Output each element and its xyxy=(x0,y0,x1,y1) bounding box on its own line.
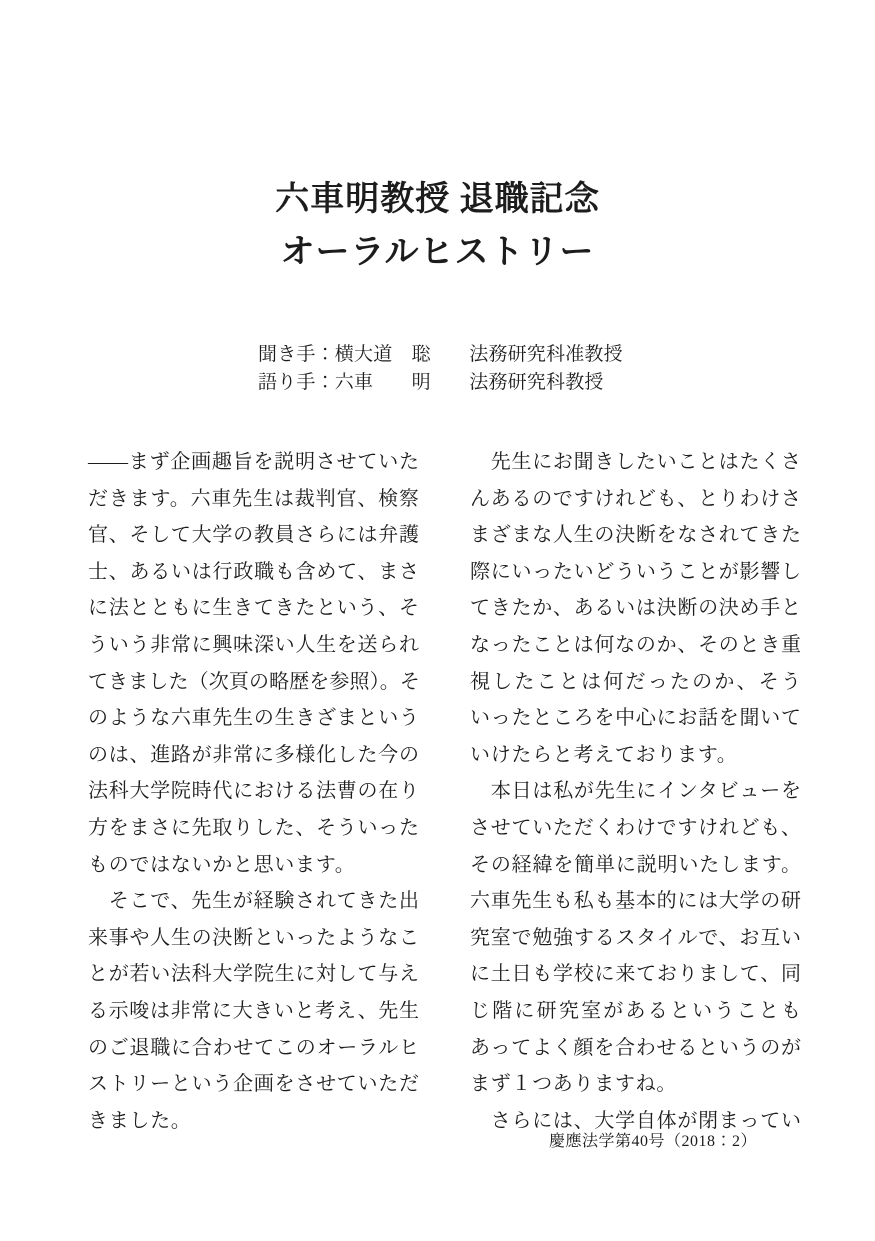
text-line: 視したことは何だったのか、そう xyxy=(470,670,801,693)
text-line: いったところを中心にお話を聞いて xyxy=(470,707,801,730)
text-line: てきたか、あるいは決断の決め手と xyxy=(470,597,801,620)
text-line: ――まず企画趣旨を説明させていた xyxy=(88,451,419,473)
speaker-line: 語り手：六車 明 法務研究科教授 xyxy=(258,372,604,393)
text-line: まざまな人生の決断をなされてきた xyxy=(470,524,801,547)
body-column-left xyxy=(88,444,419,1139)
text-line: に土日も学校に来ておりまして、同 xyxy=(470,963,801,986)
text-line: 六車先生も私も基本的には大学の研 xyxy=(470,890,801,913)
text-line: なったことは何なのか、そのとき重 xyxy=(470,633,801,656)
text-line: のご退職に合わせてこのオーラルヒ xyxy=(88,1036,419,1059)
text-line: さらには、大学自体が閉まってい xyxy=(470,1109,801,1132)
text-line: 官、そして大学の教員さらには弁護 xyxy=(88,524,419,547)
text-line: 士、あるいは行政職も含めて、まさ xyxy=(88,560,419,583)
text-line: に法とともに生きてきたという、そ xyxy=(88,597,419,620)
text-line: のような六車先生の生きざまという xyxy=(88,707,419,730)
document-title xyxy=(0,173,875,279)
text-line: きました。 xyxy=(88,1109,192,1132)
text-line: んあるのですけれども、とりわけさ xyxy=(470,487,801,510)
text-line: のは、進路が非常に多様化した今の xyxy=(88,743,419,766)
text-line: だきます。六車先生は裁判官、検察 xyxy=(88,487,419,510)
text-line: 法科大学院時代における法曹の在り xyxy=(88,780,419,803)
text-line: ストリーという企画をさせていただ xyxy=(88,1073,419,1096)
body-column-right xyxy=(470,444,801,1139)
text-line: 本日は私が先生にインタビューを xyxy=(470,780,801,803)
text-line: ものではないかと思います。 xyxy=(88,853,356,876)
text-line: いけたらと考えております。 xyxy=(470,743,738,766)
text-line: 方をまさに先取りした、そういった xyxy=(88,816,419,839)
text-line: てきました（次頁の略歴を参照）。そ xyxy=(88,670,419,693)
text-line: 来事や人生の決断といったようなこ xyxy=(88,926,419,949)
interviewer-line: 聞き手：横大道 聡 法務研究科准教授 xyxy=(258,344,623,365)
text-line: とが若い法科大学院生に対して与え xyxy=(88,963,419,986)
text-line: じ階に研究室があるということも xyxy=(470,999,801,1022)
text-line: まず１つありますね。 xyxy=(470,1073,677,1096)
text-line: させていただくわけですけれども、 xyxy=(470,816,801,839)
text-line: ういう非常に興味深い人生を送られ xyxy=(88,633,419,656)
text-line: 際にいったいどういうことが影響し xyxy=(470,560,801,583)
text-line: 究室で勉強するスタイルで、お互い xyxy=(470,926,801,949)
text-line: そこで、先生が経験されてきた出 xyxy=(88,890,419,913)
text-line: 先生にお聞きしたいことはたくさ xyxy=(470,451,801,473)
text-line: その経緯を簡単に説明いたします。 xyxy=(470,853,801,876)
journal-citation: 慶應法学第40号（2018：2） xyxy=(548,1133,757,1150)
text-line: あってよく顔を合わせるというのが xyxy=(470,1036,801,1059)
title-line-2: オーラルヒストリー xyxy=(280,234,595,271)
title-line-1: 六車明教授 退職記念 xyxy=(275,181,600,218)
text-line: る示唆は非常に大きいと考え、先生 xyxy=(88,999,419,1022)
attribution-block xyxy=(258,341,623,397)
